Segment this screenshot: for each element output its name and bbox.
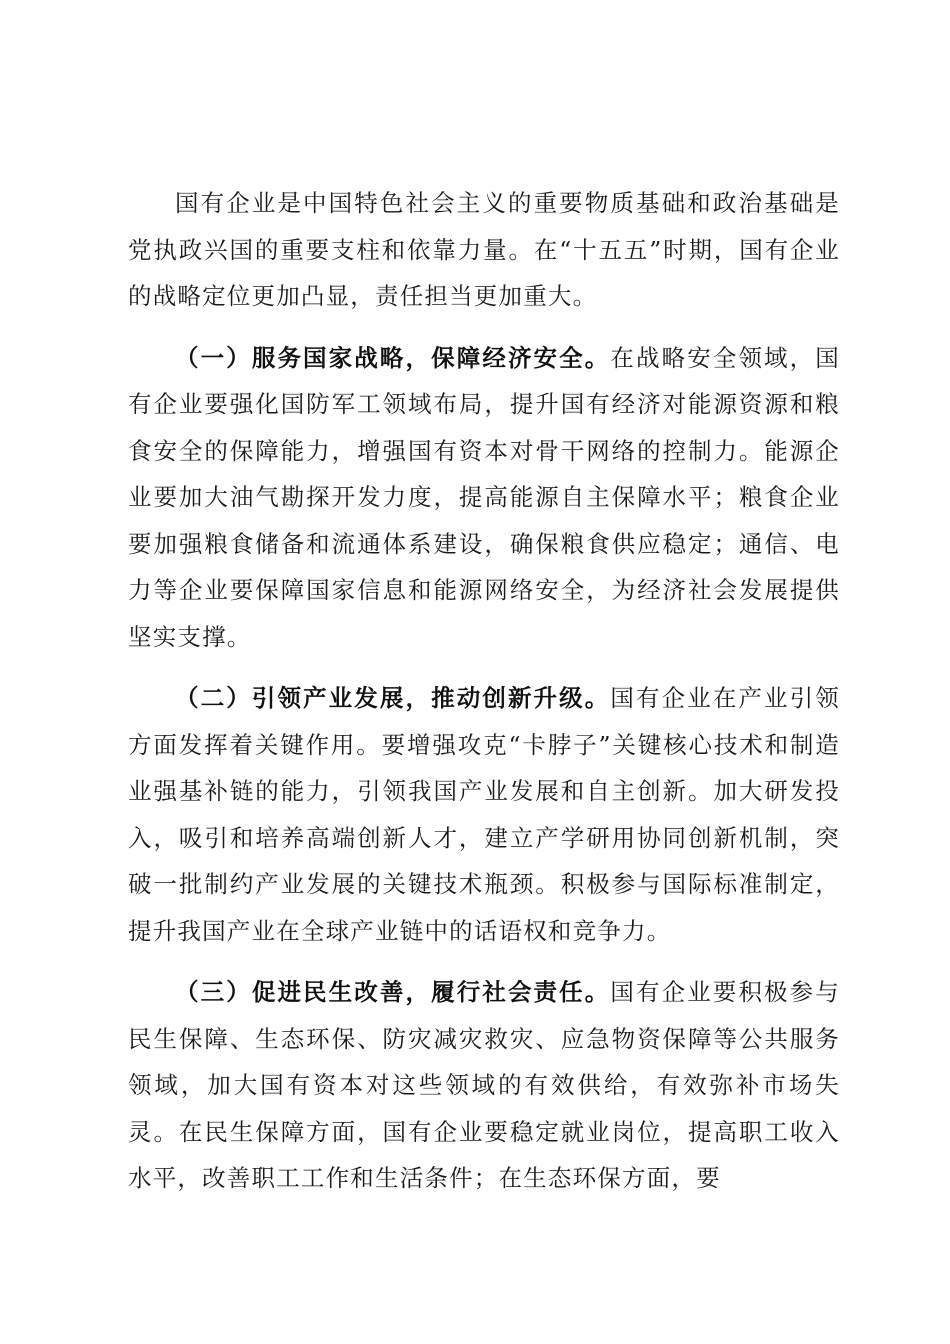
paragraph-intro-text: 国有企业是中国特色社会主义的重要物质基础和政治基础是党执政兴国的重要支柱和依靠力量。在“十五五”时期，国有企业的战略定位更加凸显，责任担当更加重大。	[128, 189, 840, 310]
section-1-text: 在战略安全领域，国有企业要强化国防军工领域布局，提升国有经济对能源资源和粮食安全的保障能力，增强国有资本对骨干网络的控制力。能源企业要加大油气勘探开发力度，提高能源自主保障水平；粮食企业要加强粮食储备和流通体系建设，确保粮食供应稳定；通信、电力等企业要保障国家信息和能源网络安全，为经济社会发展提供坚实支撑。	[128, 343, 840, 651]
section-2-text: 国有企业在产业引领方面发挥着关键作用。要增强攻克“卡脖子”关键核心技术和制造业强基补链的能力，引领我国产业发展和自主创新。加大研发投入，吸引和培养高端创新人才，建立产学研用协同创新机制，突破一批制约产业发展的关键技术瓶颈。积极参与国际标准制定，提升我国产业在全球产业链中的话语权和竞争力。	[128, 684, 840, 945]
section-2-heading: （二）引领产业发展，推动创新升级。	[175, 684, 611, 712]
document-body	[128, 180, 840, 1217]
section-3-heading: （三）促进民生改善，履行社会责任。	[175, 978, 611, 1006]
paragraph-intro	[128, 180, 840, 320]
section-1-heading: （一）服务国家战略，保障经济安全。	[175, 343, 611, 372]
paragraph-section-3	[128, 969, 840, 1202]
paragraph-section-2	[128, 675, 840, 954]
paragraph-section-1	[128, 335, 840, 661]
section-3-text: 国有企业要积极参与民生保障、生态环保、防灾减灾救灾、应急物资保障等公共服务领域，加大国有资本对这些领域的有效供给，有效弥补市场失灵。在民生保障方面，国有企业要稳定就业岗位，提高职工收入水平，改善职工工作和生活条件；在生态环保方面，要	[128, 978, 840, 1192]
